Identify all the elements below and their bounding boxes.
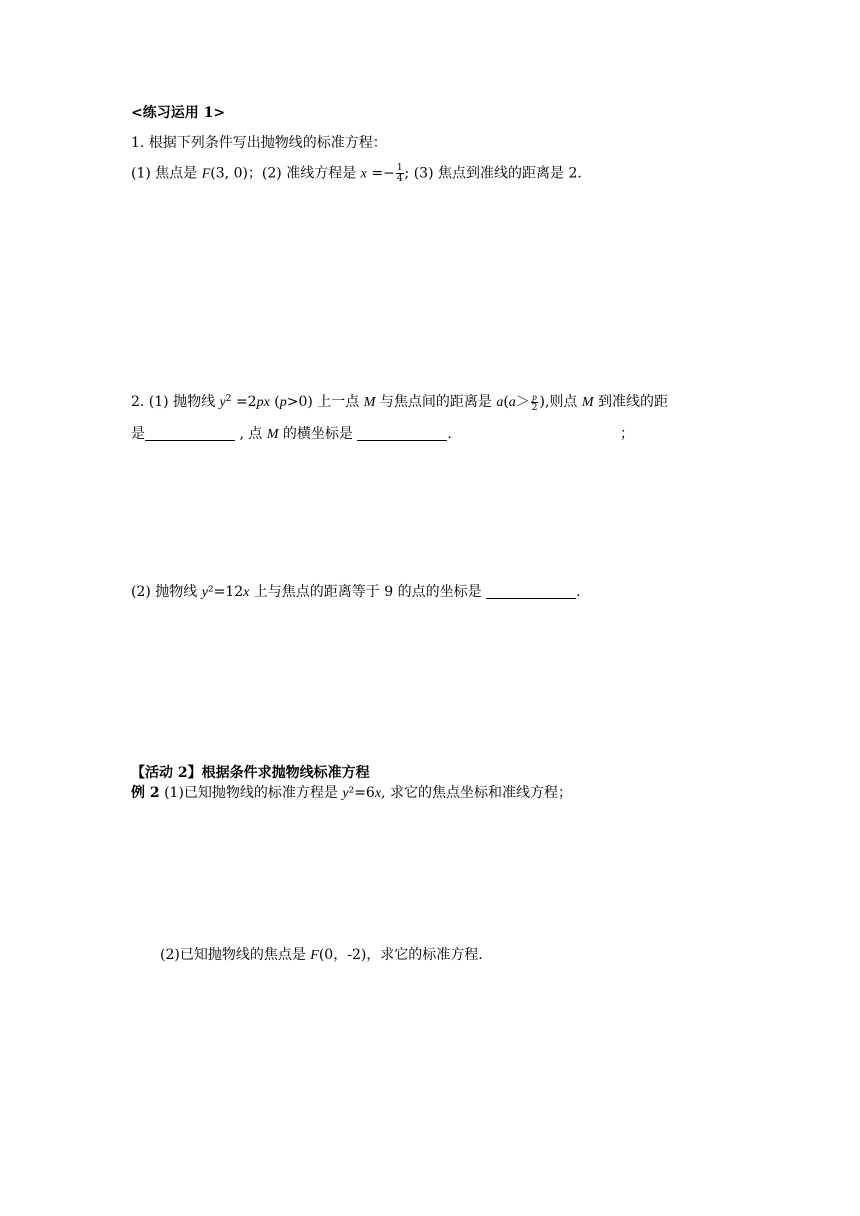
ex-part2-text-a: (2)已知抛物线的焦点是: [160, 947, 311, 963]
q2-1-text-f: ),则点: [539, 394, 582, 410]
ex-part1-x-var: x: [374, 786, 382, 801]
q1-part1-text: (1) 焦点是: [131, 165, 202, 182]
q2-1-text-a: 2. (1) 抛物线: [131, 394, 220, 410]
ex-part2-text-b: (0，-2)，求它的标准方程.: [318, 947, 483, 963]
q2-1-px-var: px: [256, 395, 270, 410]
ex-part1-y-var: y: [342, 786, 349, 801]
q1-fraction-numerator: 1: [396, 163, 403, 173]
q2-1-M-var: M: [363, 395, 376, 410]
ex-part1-text-a: (1)已知抛物线的标准方程是: [159, 785, 343, 801]
question-2-1-line1: [131, 389, 668, 413]
q2-1-fraction: [531, 392, 539, 413]
q1-equals: =−: [366, 165, 395, 182]
q2-1-text-d: >0) 上一点: [286, 394, 364, 410]
ex-part1-text-b: ²=6: [348, 785, 375, 801]
q2-1-period: .: [447, 426, 452, 442]
q2-1-paren-open: (: [503, 394, 509, 410]
q2-2-y-var: y: [201, 585, 208, 600]
answer-blank-abscissa[interactable]: [357, 426, 447, 441]
q2-2-period: .: [576, 584, 581, 600]
q2-1-text-e: 与焦点间的距离是: [375, 394, 497, 410]
activity-heading: 【活动 2】根据条件求抛物线标准方程: [131, 765, 370, 781]
q1-fraction: [396, 163, 404, 184]
q2-1-text-h: 是: [131, 426, 145, 442]
ex-part1-text-c: , 求它的焦点坐标和准线方程；: [381, 785, 572, 801]
example-2-part2: [160, 945, 483, 966]
q2-1-semicolon: ；: [620, 426, 634, 442]
q2-2-text-c: 上与焦点的距离等于 9 的点的坐标是: [249, 584, 487, 600]
question-2-1-line2: [131, 424, 631, 445]
answer-blank-distance[interactable]: [145, 426, 235, 441]
q2-1-p-var: p: [279, 395, 287, 410]
question-1-intro: 1. 根据下列条件写出抛物线的标准方程：: [131, 135, 387, 151]
answer-blank-point[interactable]: [486, 584, 576, 599]
q2-2-x-var: x: [243, 585, 250, 600]
q2-1-y-var: y: [219, 395, 226, 410]
q2-1-text-c: (: [269, 394, 280, 410]
ex-part2-F-var: F: [310, 948, 319, 963]
q2-1-text-b: =2: [231, 394, 257, 410]
example-2-part1: [131, 783, 572, 804]
q2-1-M-var-2: M: [581, 395, 594, 410]
q1-focus-label: F: [201, 166, 211, 182]
example-label: 例 2: [131, 785, 160, 801]
q1-part3-text: ; (3) 焦点到准线的距离是 2.: [404, 165, 582, 182]
question-1-parts: [131, 163, 582, 185]
q2-1-text-g: 到准线的距: [593, 394, 669, 410]
q1-fraction-denominator: 4: [396, 174, 403, 184]
practice-heading: <练习运用 1>: [131, 105, 226, 121]
q2-1-fraction-denominator: 2: [531, 402, 538, 413]
q2-1-M-var-3: M: [266, 427, 279, 442]
q2-1-a-var-2: a: [508, 395, 516, 410]
q2-2-text-b: ²=12: [207, 584, 244, 600]
q2-1-text-i: , 点: [235, 426, 267, 442]
question-2-2: [131, 582, 581, 603]
q2-1-text-j: 的横坐标是: [278, 426, 358, 442]
q2-2-text-a: (2) 抛物线: [131, 584, 202, 600]
q1-part2-text: (3, 0)；(2) 准线方程是: [210, 165, 361, 182]
q2-1-exponent: 2: [225, 394, 232, 404]
q1-x-var: x: [360, 166, 367, 182]
q2-1-gt: ＞: [515, 394, 530, 410]
q2-1-fraction-numerator: p: [532, 391, 537, 402]
q2-1-a-var: a: [496, 395, 504, 410]
